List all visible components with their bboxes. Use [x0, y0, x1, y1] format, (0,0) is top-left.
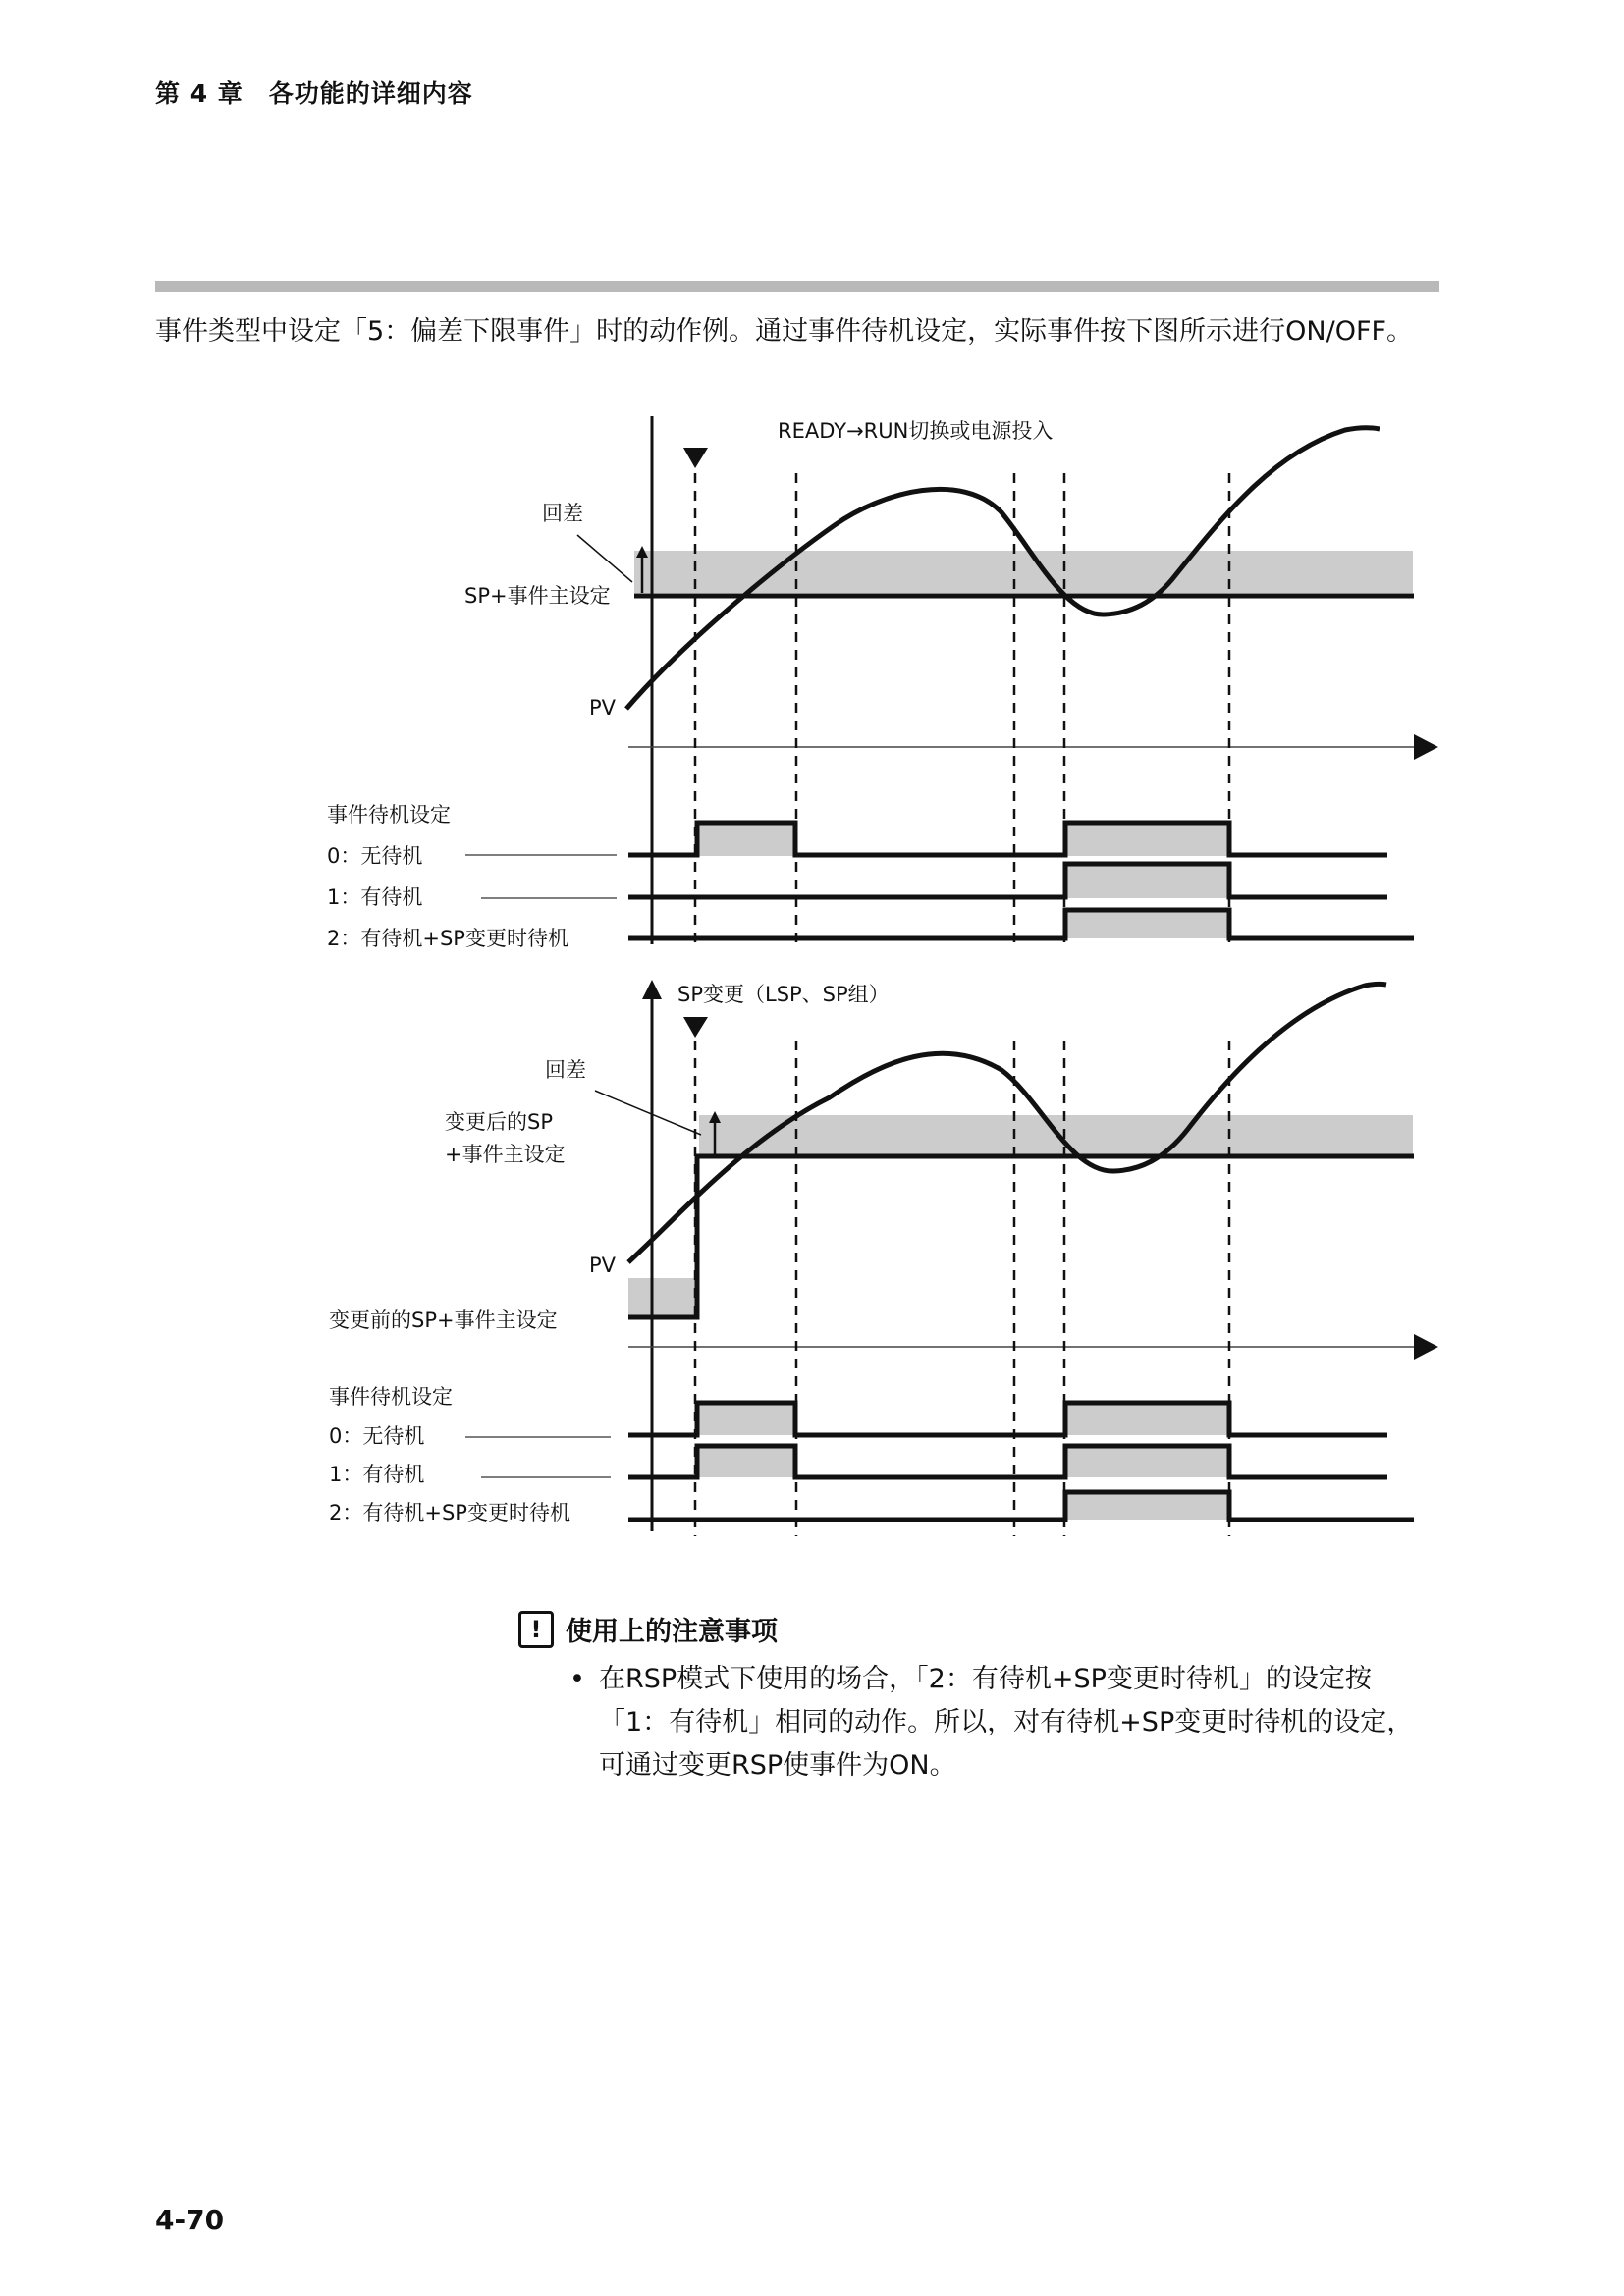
standby-row0-label-2: 0：无待机	[329, 1424, 425, 1448]
pv-label-2: PV	[589, 1254, 617, 1277]
sp-step-line-2	[628, 1156, 1414, 1317]
chapter-heading: 第 4 章 各功能的详细内容	[155, 80, 473, 108]
intro-paragraph: 事件类型中设定「5：偏差下限事件」时的动作例。通过事件待机设定，实际事件按下图所示进行ON/OFF。	[155, 316, 1414, 347]
on-fill	[698, 1403, 794, 1435]
note-title: 使用上的注意事项	[566, 1617, 778, 1647]
time-axis-arrow-1	[1414, 734, 1438, 760]
standby-row2-label-2: 2：有待机+SP变更时待机	[329, 1501, 570, 1524]
sp-before-label: 变更前的SP+事件主设定	[329, 1308, 558, 1332]
page-number: 4-70	[155, 2204, 225, 2236]
on-fill	[1066, 1446, 1229, 1477]
figure-2	[329, 980, 1438, 1536]
pv-label-1: PV	[589, 696, 617, 720]
sp-label-1: SP+事件主设定	[464, 584, 611, 608]
note-header	[518, 1610, 1432, 1648]
time-axis-arrow-2	[1414, 1334, 1438, 1360]
on-fill	[1066, 910, 1229, 938]
standby-title-2: 事件待机设定	[329, 1385, 453, 1409]
standby-row0-label-1: 0：无待机	[327, 844, 423, 868]
event-signal-row2-2	[628, 1492, 1414, 1520]
event-signal-row2-1	[628, 910, 1414, 938]
on-fill	[1066, 1403, 1229, 1435]
standby-row1-label-2: 1：有待机	[329, 1463, 425, 1486]
note-item	[569, 1658, 1432, 1788]
standby-row2-label-1: 2：有待机+SP变更时待机	[327, 927, 568, 950]
top-label-2: SP变更（LSP、SP组）	[677, 983, 890, 1006]
band-before-change	[628, 1278, 697, 1317]
standby-title-1: 事件待机设定	[327, 803, 451, 827]
vertical-axis-arrowhead-2	[642, 980, 662, 999]
hysteresis-label-2: 回差	[545, 1058, 586, 1082]
on-fill	[1066, 1492, 1229, 1520]
event-signal-row1-1	[628, 864, 1387, 897]
hysteresis-band-2	[699, 1115, 1413, 1157]
standby-row1-label-1: 1：有待机	[327, 885, 423, 909]
hysteresis-leader-2	[595, 1091, 701, 1135]
exclamation-icon: !	[518, 1611, 554, 1648]
event-trigger-marker-1	[683, 448, 708, 468]
note-text: 在RSP模式下使用的场合，「2：有待机+SP变更时待机」的设定按「1：有待机」相同的动作。所以，对有待机+SP变更时待机的设定，可通过变更RSP使事件为ON。	[599, 1664, 1414, 1781]
event-trigger-marker-2	[683, 1017, 708, 1038]
hysteresis-leader-1	[577, 535, 632, 582]
caution-note	[518, 1610, 1432, 1788]
sp-after-label-1: 变更后的SP	[445, 1110, 553, 1134]
on-fill	[1066, 864, 1229, 898]
on-fill	[698, 823, 794, 856]
on-fill	[1066, 823, 1229, 856]
hysteresis-label-1: 回差	[542, 502, 583, 525]
top-label-1: READY→RUN切换或电源投入	[778, 419, 1054, 443]
sp-after-label-2: +事件主设定	[445, 1143, 566, 1166]
figure-1	[327, 416, 1438, 950]
on-fill	[698, 1446, 794, 1477]
bullet-icon: •	[569, 1664, 585, 1694]
